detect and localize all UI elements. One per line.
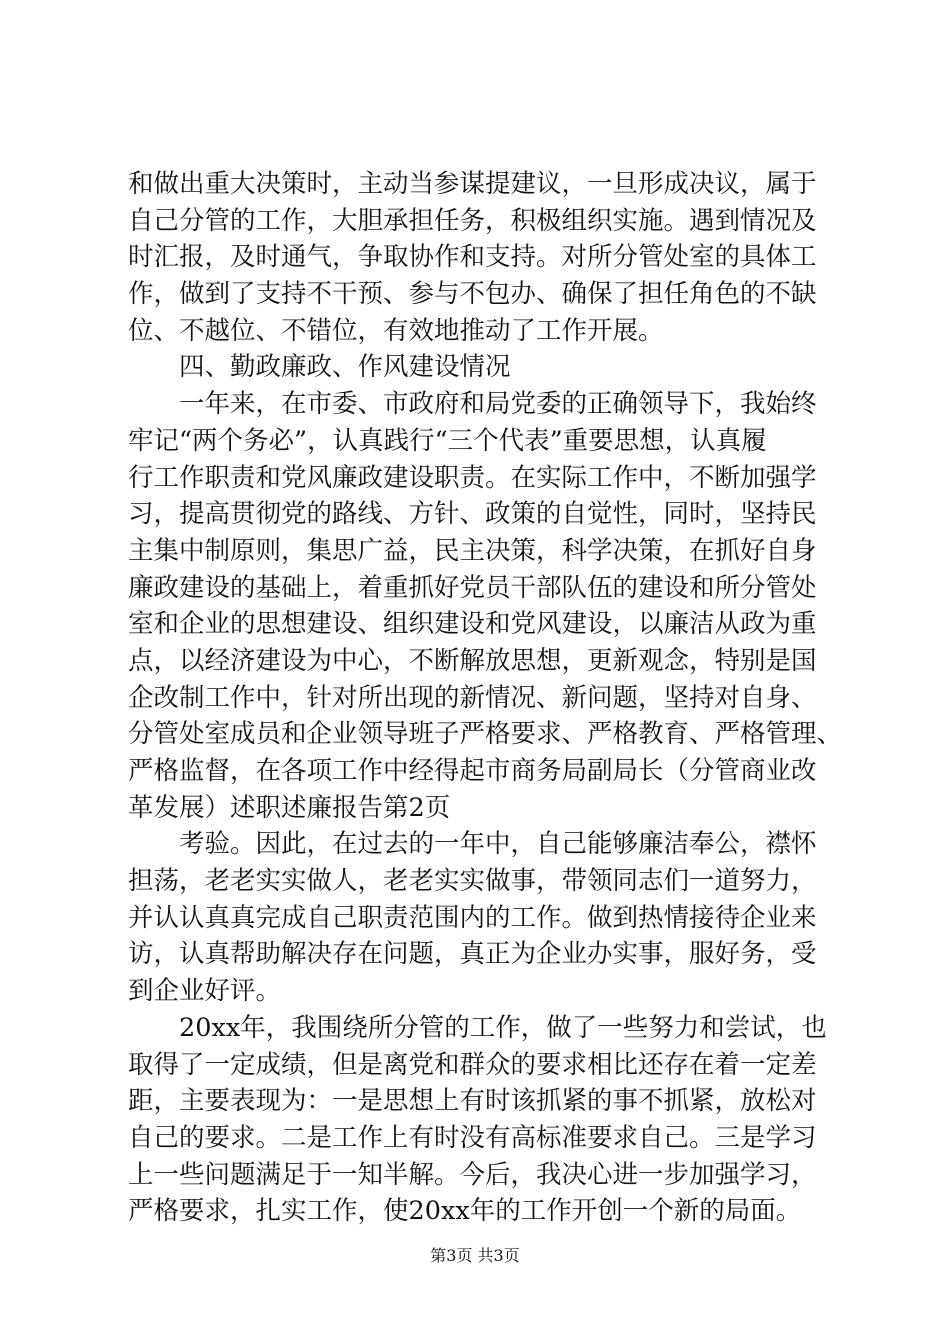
text-line: 距，主要表现为：一是思想上有时该抓紧的事不抓紧，放松对: [128, 1086, 817, 1117]
text-line: 自己分管的工作，大胆承担任务，积极组织实施。遇到情况及: [128, 205, 817, 236]
text-line: 四、勤政廉政、作风建设情况: [179, 352, 511, 383]
text-line: 作，做到了支持不干预、参与不包办、确保了担任角色的不缺: [128, 279, 817, 310]
text-line: 室和企业的思想建设、组织建设和党风建设，以廉洁从政为重: [128, 609, 817, 640]
text-line: 访，认真帮助解决存在问题，真正为企业办实事，服好务，受: [128, 939, 817, 970]
text-line: 牢记“两个务必”，认真践行“三个代表”重要思想，认真履: [128, 425, 767, 456]
text-line: 严格要求，扎实工作，使20xx年的工作开创一个新的局面。: [128, 1196, 802, 1227]
text-line: 时汇报，及时通气，争取协作和支持。对所分管处室的具体工: [128, 242, 817, 273]
text-line: 并认认真真完成自己职责范围内的工作。做到热情接待企业来: [128, 902, 817, 933]
text-line: 到企业好评。: [128, 976, 282, 1007]
text-line: 20xx年，我围绕所分管的工作，做了一些努力和尝试，也: [179, 1012, 827, 1043]
text-line: 自己的要求。二是工作上有时没有高标准要求自己。三是学习: [128, 1122, 817, 1153]
text-line: 担荡，老老实实做人，老老实实做事，带领同志们一道努力，: [128, 866, 817, 897]
text-line: 廉政建设的基础上，着重抓好党员干部队伍的建设和所分管处: [128, 572, 817, 603]
text-line: 上一些问题满足于一知半解。今后，我决心进一步加强学习，: [128, 1159, 817, 1190]
page-footer: 第3页 共3页: [430, 1246, 520, 1265]
text-line: 分管处室成员和企业领导班子严格要求、严格教育、严格管理、: [128, 719, 843, 750]
text-line: 严格监督，在各项工作中经得起市商务局副局长（分管商业改: [128, 756, 817, 786]
text-line: 企改制工作中，针对所出现的新情况、新问题，坚持对自身、: [128, 682, 817, 713]
text-line: 点，以经济建设为中心，不断解放思想，更新观念，特别是国: [128, 645, 817, 676]
text-line: 主集中制原则，集思广益，民主决策，科学决策，在抓好自身: [128, 535, 817, 566]
text-line: 革发展）述职述廉报告第2页: [128, 792, 451, 823]
text-line: 习，提高贯彻党的路线、方针、政策的自觉性，同时，坚持民: [128, 499, 817, 530]
text-line: 一年来，在市委、市政府和局党委的正确领导下，我始终: [179, 389, 817, 420]
text-line: 和做出重大决策时，主动当参谋提建议，一旦形成决议，属于: [128, 169, 817, 199]
text-line: 行工作职责和党风廉政建设职责。在实际工作中，不断加强学: [128, 462, 817, 493]
document-body: [128, 166, 843, 1230]
text-line: 取得了一定成绩，但是离党和群众的要求相比还存在着一定差: [128, 1049, 817, 1080]
text-line: 考验。因此，在过去的一年中，自己能够廉洁奉公，襟怀: [179, 829, 817, 860]
text-line: 位、不越位、不错位，有效地推动了工作开展。: [128, 315, 664, 346]
